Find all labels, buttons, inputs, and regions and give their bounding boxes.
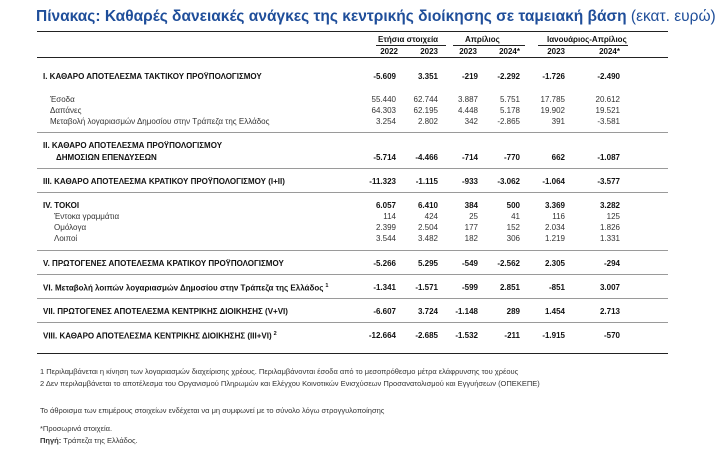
cell: -2.490: [597, 72, 620, 81]
cell: 2.504: [417, 223, 438, 232]
cell: -1.064: [542, 177, 565, 186]
footnote-ref: 1: [325, 283, 329, 289]
table-title: [36, 8, 716, 26]
cell: -570: [603, 331, 620, 340]
row-label: Έντοκα γραμμάτια: [54, 212, 120, 221]
row-label: Λοιποί: [54, 234, 78, 243]
cell: 391: [551, 117, 565, 126]
cell: -5.266: [373, 259, 396, 268]
row-separator: [37, 250, 668, 251]
cell: -549: [461, 259, 478, 268]
header-group-jan-apr-underline: [538, 45, 628, 46]
cell: -2.292: [497, 72, 520, 81]
row-label-text: VIII. ΚΑΘΑΡΟ ΑΠΟΤΕΛΕΣΜΑ ΚΕΝΤΡΙΚΗΣ ΔΙΟΙΚΗΣΗΣ (III+VI): [43, 331, 272, 341]
footnote-2: 2 Δεν περιλαμβάνεται το αποτέλεσμα του Οργανισμού Πληρωμών και Ελέγχου Κοινοτικών Ενισχύσεων Προσανατολισμού και Εγγυήσεων (ΟΠΕΚΕΠΕ): [40, 379, 540, 388]
table-title-unit: (εκατ. ευρώ): [630, 8, 716, 25]
cell: -5.609: [373, 72, 396, 81]
row-label: Έσοδα: [50, 95, 75, 104]
cell: -2.562: [497, 259, 520, 268]
cell: 2.851: [499, 283, 520, 292]
cell: 3.282: [599, 201, 620, 210]
header-bottom-border: [37, 57, 668, 58]
header-year: 2023: [420, 47, 438, 56]
cell: 62.744: [413, 95, 438, 104]
row-separator: [37, 192, 668, 193]
source-label: Πηγή:: [40, 436, 62, 445]
cell: -1.087: [597, 153, 620, 162]
source-note: [40, 436, 138, 445]
cell: -219: [461, 72, 478, 81]
cell: -3.581: [597, 117, 620, 126]
cell: 2.713: [599, 307, 620, 316]
cell: 1.331: [599, 234, 620, 243]
row-label: IV. ΤΟΚΟΙ: [43, 201, 80, 210]
cell: 3.369: [544, 201, 565, 210]
row-label-line2: ΔΗΜΟΣΙΩΝ ΕΠΕΝΔΥΣΕΩΝ: [56, 153, 157, 162]
cell: 5.178: [499, 106, 520, 115]
cell: -4.466: [415, 153, 438, 162]
cell: -1.115: [415, 177, 438, 186]
cell: 6.410: [417, 201, 438, 210]
header-year: 2024*: [599, 47, 620, 56]
header-group-april-underline: [453, 45, 525, 46]
row-separator: [37, 322, 668, 323]
cell: -714: [461, 153, 478, 162]
cell: 306: [506, 234, 520, 243]
cell: 500: [506, 201, 520, 210]
cell: 2.802: [417, 117, 438, 126]
cell: -11.323: [369, 177, 396, 186]
row-label: [43, 331, 277, 341]
cell: 64.303: [371, 106, 396, 115]
cell: -12.664: [368, 331, 396, 340]
cell: 3.351: [417, 72, 438, 81]
cell: 3.887: [457, 95, 478, 104]
cell: 3.007: [599, 283, 620, 292]
cell: 342: [464, 117, 478, 126]
cell: 1.454: [544, 307, 565, 316]
cell: 182: [464, 234, 478, 243]
cell: -933: [461, 177, 478, 186]
source-text: Τράπεζα της Ελλάδος.: [61, 436, 138, 445]
cell: 6.057: [375, 201, 396, 210]
cell: -599: [461, 283, 478, 292]
row-label: III. ΚΑΘΑΡΟ ΑΠΟΤΕΛΕΣΜΑ ΚΡΑΤΙΚΟΥ ΠΡΟΫΠΟΛΟΓΙΣΜΟΥ (I+II): [43, 177, 285, 186]
cell: -294: [603, 259, 620, 268]
cell: 1.826: [599, 223, 620, 232]
cell: -770: [503, 153, 520, 162]
row-label: [43, 283, 328, 293]
table-top-border: [37, 31, 668, 32]
header-group-annual: Ετήσια στοιχεία: [378, 35, 439, 44]
header-year: 2024*: [499, 47, 520, 56]
cell: 17.785: [540, 95, 565, 104]
cell: 114: [383, 212, 396, 221]
cell: -3.577: [597, 177, 620, 186]
row-separator: [37, 168, 668, 169]
cell: 55.440: [371, 95, 396, 104]
cell: 19.521: [595, 106, 620, 115]
cell: 116: [552, 212, 565, 221]
row-label: II. ΚΑΘΑΡΟ ΑΠΟΤΕΛΕΣΜΑ ΠΡΟΫΠΟΛΟΓΙΣΜΟΥ: [43, 141, 223, 150]
header-group-jan-apr: Ιανουάριος-Απρίλιος: [547, 35, 627, 44]
cell: -3.062: [497, 177, 520, 186]
cell: 41: [511, 212, 520, 221]
cell: 19.902: [540, 106, 565, 115]
cell: 3.254: [375, 117, 396, 126]
cell: 3.544: [375, 234, 396, 243]
table-bottom-border: [37, 353, 668, 354]
cell: 25: [469, 212, 478, 221]
cell: -1.148: [455, 307, 478, 316]
cell: 2.399: [375, 223, 396, 232]
cell: -2.865: [497, 117, 520, 126]
cell: -851: [548, 283, 565, 292]
provisional-note: *Προσωρινά στοιχεία.: [40, 424, 113, 433]
cell: -1.571: [415, 283, 438, 292]
cell: 384: [464, 201, 478, 210]
header-group-annual-underline: [376, 45, 446, 46]
cell: -5.714: [373, 153, 396, 162]
cell: 3.482: [417, 234, 438, 243]
cell: -6.607: [373, 307, 396, 316]
cell: 424: [424, 212, 438, 221]
row-label: VII. ΠΡΩΤΟΓΕΝΕΣ ΑΠΟΤΕΛΕΣΜΑ ΚΕΝΤΡΙΚΗΣ ΔΙΟΙΚΗΣΗΣ (V+VI): [43, 307, 288, 316]
cell: 177: [464, 223, 478, 232]
cell: -1.341: [373, 283, 396, 292]
header-year: 2023: [459, 47, 477, 56]
cell: 1.219: [544, 234, 565, 243]
cell: 4.448: [457, 106, 478, 115]
cell: 2.034: [544, 223, 565, 232]
row-label-text: VI. Μεταβολή λοιπών λογαριασμών Δημοσίου στην Τράπεζα της Ελλάδος: [43, 283, 324, 293]
row-label: Δαπάνες: [50, 106, 82, 115]
cell: 5.751: [499, 95, 520, 104]
cell: 2.305: [544, 259, 565, 268]
footnote-1: 1 Περιλαμβάνεται η κίνηση των λογαριασμών διαχείρισης χρέους. Περιλαμβάνονται έσοδα από το μεσοπρόθεσμο μέτρα ελάφρυνσης του χρέους: [40, 367, 519, 376]
row-label: Ομόλογα: [54, 223, 87, 232]
table-title-main: Πίνακας: Καθαρές δανειακές ανάγκες της κεντρικής διοίκησης σε ταμειακή βάση: [36, 8, 627, 25]
cell: -211: [504, 331, 520, 340]
cell: -1.726: [542, 72, 565, 81]
cell: 152: [506, 223, 520, 232]
cell: -1.532: [455, 331, 478, 340]
header-year: 2022: [380, 47, 398, 56]
row-separator: [37, 298, 668, 299]
row-label: I. ΚΑΘΑΡΟ ΑΠΟΤΕΛΕΣΜΑ ΤΑΚΤΙΚΟΥ ΠΡΟΫΠΟΛΟΓΙΣΜΟΥ: [43, 72, 262, 81]
cell: 20.612: [595, 95, 620, 104]
footnote-ref: 2: [273, 331, 277, 337]
header-year: 2023: [547, 47, 565, 56]
cell: 3.724: [417, 307, 438, 316]
cell: -2.685: [415, 331, 438, 340]
row-separator: [37, 274, 668, 275]
cell: 5.295: [417, 259, 438, 268]
cell: 289: [506, 307, 520, 316]
cell: -1.915: [542, 331, 565, 340]
cell: 662: [551, 153, 565, 162]
cell: 62.195: [413, 106, 438, 115]
row-label: V. ΠΡΩΤΟΓΕΝΕΣ ΑΠΟΤΕΛΕΣΜΑ ΚΡΑΤΙΚΟΥ ΠΡΟΫΠΟΛΟΓΙΣΜΟΥ: [43, 259, 284, 268]
row-separator: [37, 132, 668, 133]
cell: 125: [606, 212, 620, 221]
rounding-note: Το άθροισμα των επιμέρους στοιχείων ενδέχεται να μη συμφωνεί με το σύνολο λόγω στρογγυλοποίησης: [40, 406, 385, 415]
row-label: Μεταβολή λογαριασμών Δημοσίου στην Τράπεζα της Ελλάδος: [50, 117, 270, 126]
header-group-april: Απρίλιος: [465, 35, 500, 44]
